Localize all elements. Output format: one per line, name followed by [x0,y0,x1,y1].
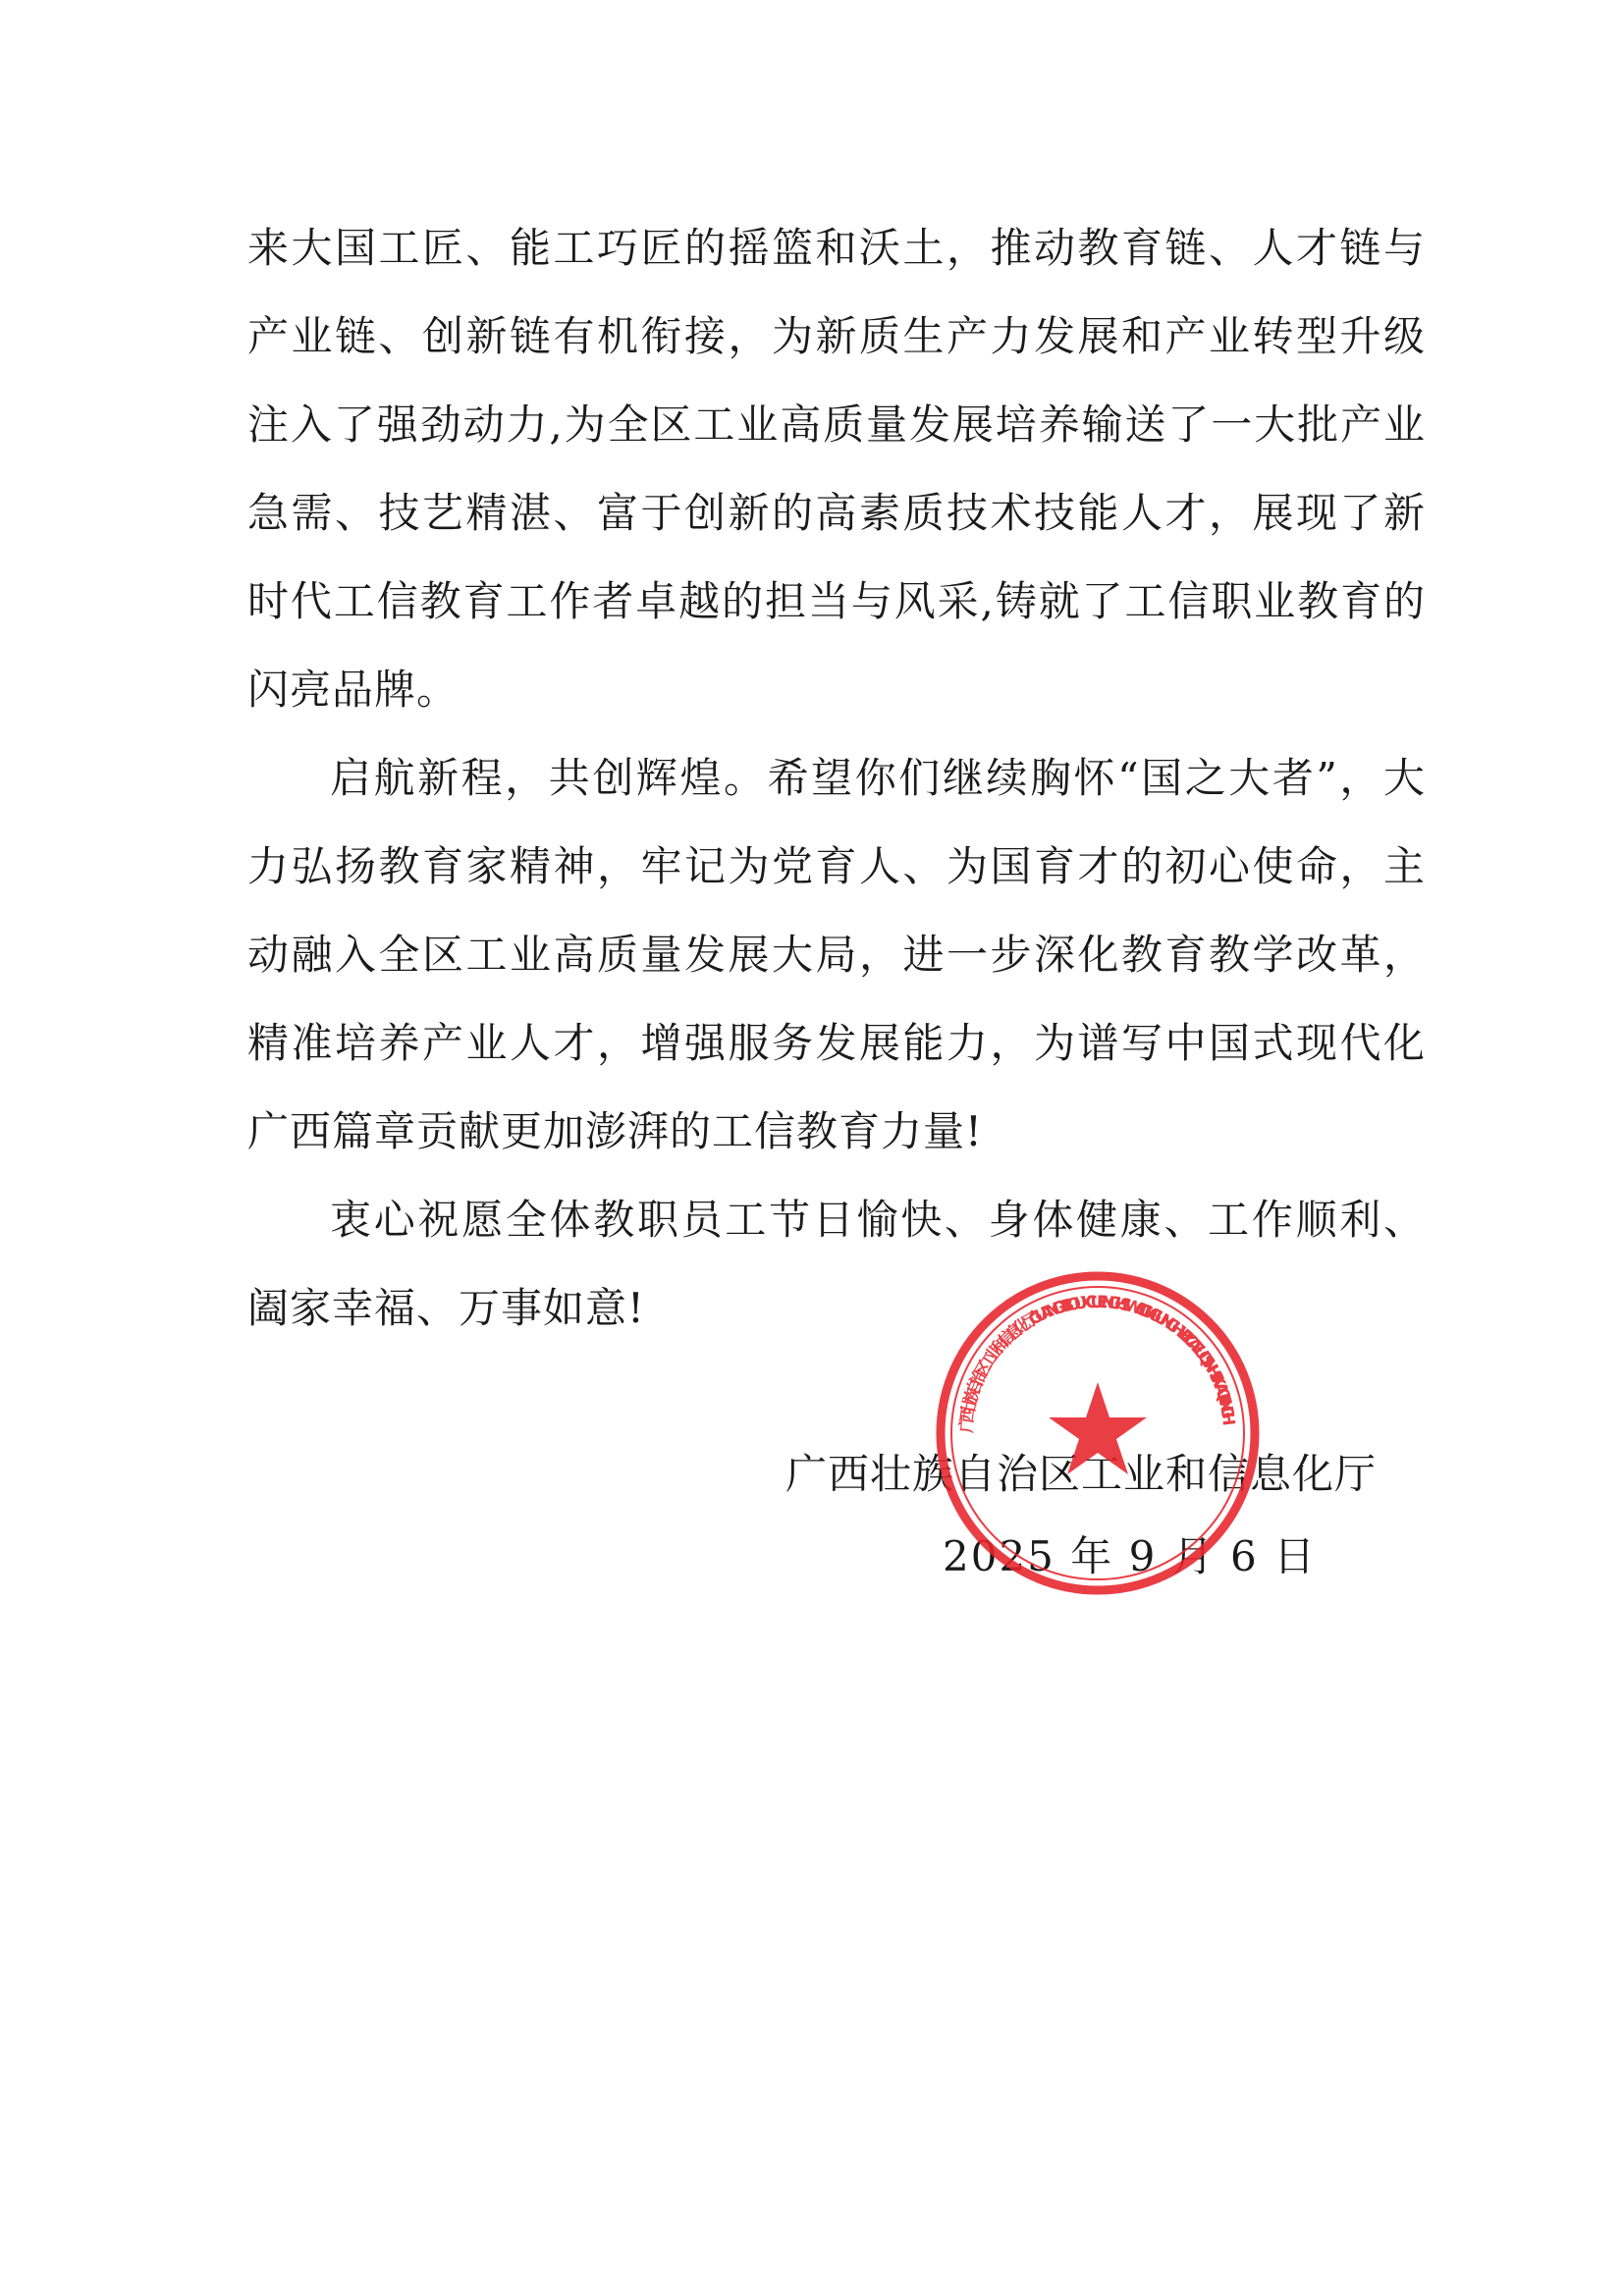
paragraph-1: 来大国工匠、能工巧匠的摇篮和沃土，推动教育链、人才链与产业链、创新链有机衔接，为新质生产力发展和产业转型升级注入了强劲动力,为全区工业高质量发展培养输送了一大批产业急需、技艺精湛、富于创新的高素质技术技能人才，展现了新时代工信教育工作者卓越的担当与风采,铸就了工信职业教育的闪亮品牌。 [247,224,1426,714]
signature-organization: 广西壮族自治区工业和信息化厅 [785,1450,1378,1498]
paragraph-3: 衷心祝愿全体教职员工节日愉快、身体健康、工作顺利、阖家幸福、万事如意! [247,1196,1426,1332]
letter-body [247,204,1426,1353]
official-seal [931,1266,1265,1600]
seal-text: 广西壮族自治区工业和信息化厅 GUANGXI BOUXCUENGH SWCIGIH GUNGHYEIZ CAEUQ SINHSIK VAQ DINGH [956,1292,1238,1434]
paragraph-2: 启航新程，共创辉煌。希望你们继续胸怀“国之大者”，大力弘扬教育家精神，牢记为党育人、为国育才的初心使命，主动融入全区工业高质量发展大局，进一步深化教育教学改革，精准培养产业人才，增强服务发展能力，为谱写中国式现代化广西篇章贡献更加澎湃的工信教育力量! [247,754,1426,1155]
signature-date: 2025 年 9 月 6 日 [943,1532,1318,1580]
star-icon [1049,1382,1147,1474]
